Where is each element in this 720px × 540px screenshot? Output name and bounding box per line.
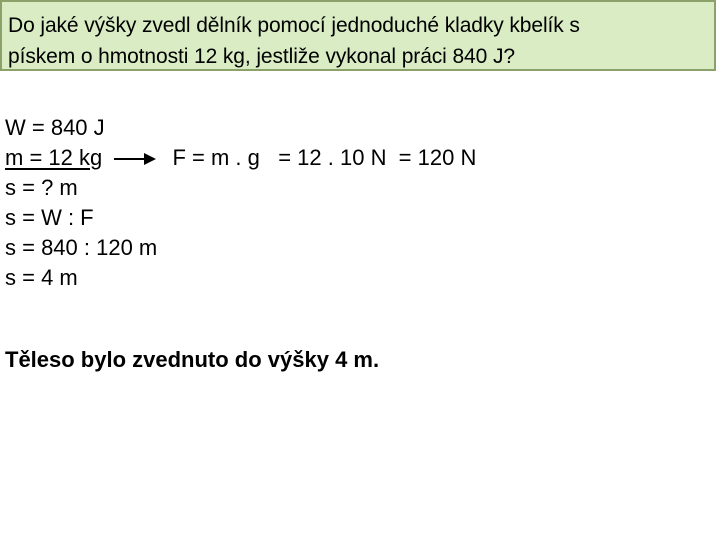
problem-statement-box bbox=[0, 0, 716, 71]
problem-line-1: Do jaké výšky zvedl dělník pomocí jednoduché kladky kbelík s bbox=[8, 14, 580, 37]
arrow-right-icon bbox=[114, 144, 156, 174]
problem-line-2: pískem o hmotnosti 12 kg, jestliže vykonal práci 840 J? bbox=[8, 45, 515, 68]
distance-substitution: s = 840 : 120 m bbox=[5, 235, 158, 260]
force-calculation: F = m . g = 12 . 10 N = 120 N bbox=[172, 145, 477, 170]
mass-given: m = 12 kg bbox=[5, 145, 103, 170]
mass-force-row bbox=[5, 143, 476, 173]
unknown-distance: s = ? m bbox=[5, 175, 78, 200]
distance-formula: s = W : F bbox=[5, 205, 94, 230]
distance-result: s = 4 m bbox=[5, 265, 78, 290]
solution-block bbox=[5, 113, 476, 293]
work-given: W = 840 J bbox=[5, 115, 105, 140]
conclusion-text: Těleso bylo zvednuto do výšky 4 m. bbox=[5, 347, 380, 372]
